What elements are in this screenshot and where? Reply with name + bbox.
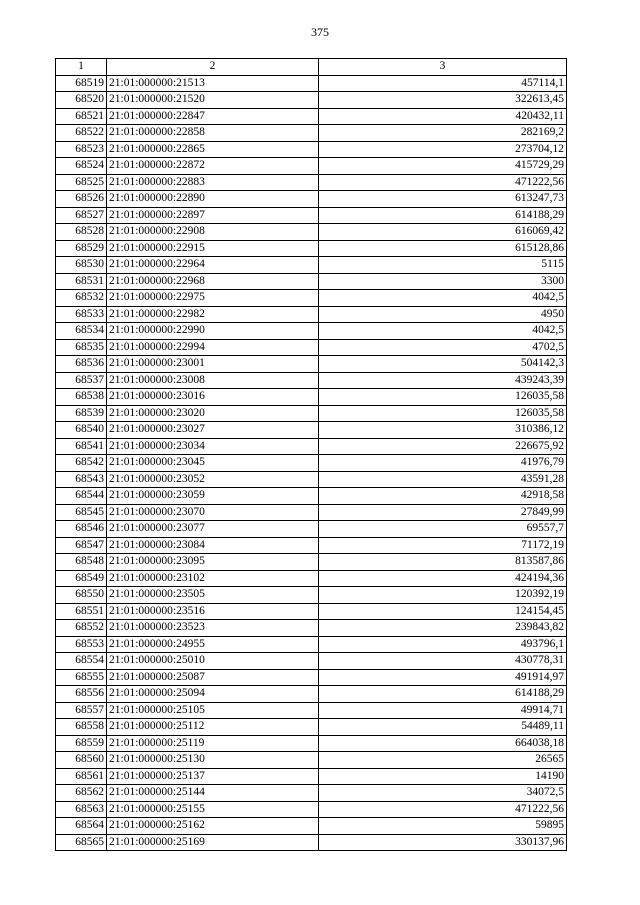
value-cell: 54489,11 [319, 719, 567, 736]
table-row [56, 735, 567, 752]
table-row [56, 603, 567, 620]
value-cell: 42918,58 [319, 488, 567, 505]
table-row [56, 290, 567, 307]
value-cell: 14190 [319, 768, 567, 785]
value-cell: 430778,31 [319, 653, 567, 670]
cadastral-number-cell: 21:01:000000:23001 [107, 356, 319, 373]
value-cell: 43591,28 [319, 471, 567, 488]
row-number-cell: 68537 [56, 372, 107, 389]
row-number-cell: 68565 [56, 834, 107, 851]
cadastral-number-cell: 21:01:000000:22883 [107, 174, 319, 191]
table-row [56, 108, 567, 125]
cadastral-number-cell: 21:01:000000:22865 [107, 141, 319, 158]
table-row [56, 422, 567, 439]
table-row [56, 174, 567, 191]
row-number-cell: 68544 [56, 488, 107, 505]
row-number-cell: 68552 [56, 620, 107, 637]
value-cell: 59895 [319, 818, 567, 835]
table-row [56, 207, 567, 224]
table-row [56, 488, 567, 505]
value-cell: 5115 [319, 257, 567, 274]
row-number-cell: 68562 [56, 785, 107, 802]
table-row [56, 521, 567, 538]
row-number-cell: 68545 [56, 504, 107, 521]
row-number-cell: 68557 [56, 702, 107, 719]
cadastral-number-cell: 21:01:000000:23505 [107, 587, 319, 604]
table-header-row [56, 59, 567, 76]
table-row [56, 686, 567, 703]
table-row [56, 191, 567, 208]
row-number-cell: 68561 [56, 768, 107, 785]
table-row [56, 702, 567, 719]
value-cell: 613247,73 [319, 191, 567, 208]
value-cell: 439243,39 [319, 372, 567, 389]
cadastral-number-cell: 21:01:000000:22847 [107, 108, 319, 125]
value-cell: 4042,5 [319, 290, 567, 307]
value-cell: 4950 [319, 306, 567, 323]
table-row [56, 240, 567, 257]
table-row [56, 257, 567, 274]
row-number-cell: 68563 [56, 801, 107, 818]
row-number-cell: 68551 [56, 603, 107, 620]
value-cell: 616069,42 [319, 224, 567, 241]
value-cell: 239843,82 [319, 620, 567, 637]
cadastral-number-cell: 21:01:000000:23523 [107, 620, 319, 637]
table-row [56, 719, 567, 736]
row-number-cell: 68548 [56, 554, 107, 571]
value-cell: 126035,58 [319, 405, 567, 422]
value-cell: 4042,5 [319, 323, 567, 340]
value-cell: 126035,58 [319, 389, 567, 406]
table-row [56, 339, 567, 356]
value-cell: 34072,5 [319, 785, 567, 802]
cadastral-number-cell: 21:01:000000:23070 [107, 504, 319, 521]
row-number-cell: 68528 [56, 224, 107, 241]
table-row [56, 801, 567, 818]
row-number-cell: 68546 [56, 521, 107, 538]
value-cell: 3300 [319, 273, 567, 290]
table-row [56, 273, 567, 290]
cadastral-number-cell: 21:01:000000:25010 [107, 653, 319, 670]
table-row [56, 92, 567, 109]
cadastral-number-cell: 21:01:000000:23016 [107, 389, 319, 406]
row-number-cell: 68521 [56, 108, 107, 125]
table-row [56, 356, 567, 373]
table-row [56, 554, 567, 571]
value-cell: 614188,29 [319, 686, 567, 703]
row-number-cell: 68531 [56, 273, 107, 290]
cadastral-number-cell: 21:01:000000:22897 [107, 207, 319, 224]
value-cell: 615128,86 [319, 240, 567, 257]
cadastral-number-cell: 21:01:000000:22908 [107, 224, 319, 241]
row-number-cell: 68532 [56, 290, 107, 307]
cadastral-number-cell: 21:01:000000:22990 [107, 323, 319, 340]
row-number-cell: 68550 [56, 587, 107, 604]
table-row [56, 818, 567, 835]
value-cell: 471222,56 [319, 801, 567, 818]
table-row [56, 75, 567, 92]
cadastral-number-cell: 21:01:000000:23045 [107, 455, 319, 472]
table-row [56, 834, 567, 851]
table-row [56, 669, 567, 686]
value-cell: 226675,92 [319, 438, 567, 455]
table-body [56, 75, 567, 851]
cadastral-number-cell: 21:01:000000:25130 [107, 752, 319, 769]
row-number-cell: 68542 [56, 455, 107, 472]
value-cell: 282169,2 [319, 125, 567, 142]
value-cell: 415729,29 [319, 158, 567, 175]
value-cell: 41976,79 [319, 455, 567, 472]
cadastral-number-cell: 21:01:000000:25169 [107, 834, 319, 851]
table-row [56, 768, 567, 785]
table-row [56, 587, 567, 604]
cadastral-number-cell: 21:01:000000:22915 [107, 240, 319, 257]
table-row [56, 306, 567, 323]
value-cell: 424194,36 [319, 570, 567, 587]
data-table [55, 58, 567, 851]
table-row [56, 752, 567, 769]
cadastral-number-cell: 21:01:000000:22890 [107, 191, 319, 208]
cadastral-number-cell: 21:01:000000:25112 [107, 719, 319, 736]
cadastral-number-cell: 21:01:000000:23077 [107, 521, 319, 538]
table-row [56, 389, 567, 406]
row-number-cell: 68533 [56, 306, 107, 323]
row-number-cell: 68555 [56, 669, 107, 686]
value-cell: 614188,29 [319, 207, 567, 224]
cadastral-number-cell: 21:01:000000:25155 [107, 801, 319, 818]
value-cell: 124154,45 [319, 603, 567, 620]
value-cell: 504142,3 [319, 356, 567, 373]
page-number: 375 [311, 25, 329, 39]
cadastral-number-cell: 21:01:000000:23095 [107, 554, 319, 571]
table-row [56, 125, 567, 142]
row-number-cell: 68520 [56, 92, 107, 109]
column-header-2: 2 [107, 59, 319, 76]
table-row [56, 653, 567, 670]
cadastral-number-cell: 21:01:000000:23008 [107, 372, 319, 389]
row-number-cell: 68553 [56, 636, 107, 653]
value-cell: 330137,96 [319, 834, 567, 851]
row-number-cell: 68529 [56, 240, 107, 257]
row-number-cell: 68534 [56, 323, 107, 340]
row-number-cell: 68530 [56, 257, 107, 274]
row-number-cell: 68538 [56, 389, 107, 406]
row-number-cell: 68527 [56, 207, 107, 224]
value-cell: 813587,86 [319, 554, 567, 571]
table-row [56, 405, 567, 422]
table-row [56, 504, 567, 521]
cadastral-number-cell: 21:01:000000:22964 [107, 257, 319, 274]
table-row [56, 785, 567, 802]
value-cell: 273704,12 [319, 141, 567, 158]
cadastral-number-cell: 21:01:000000:24955 [107, 636, 319, 653]
value-cell: 457114,1 [319, 75, 567, 92]
value-cell: 310386,12 [319, 422, 567, 439]
value-cell: 493796,1 [319, 636, 567, 653]
value-cell: 4702,5 [319, 339, 567, 356]
row-number-cell: 68519 [56, 75, 107, 92]
row-number-cell: 68524 [56, 158, 107, 175]
cadastral-number-cell: 21:01:000000:25144 [107, 785, 319, 802]
cadastral-number-cell: 21:01:000000:23102 [107, 570, 319, 587]
row-number-cell: 68559 [56, 735, 107, 752]
table-row [56, 620, 567, 637]
cadastral-number-cell: 21:01:000000:23084 [107, 537, 319, 554]
cadastral-number-cell: 21:01:000000:22975 [107, 290, 319, 307]
cadastral-number-cell: 21:01:000000:23034 [107, 438, 319, 455]
row-number-cell: 68560 [56, 752, 107, 769]
row-number-cell: 68526 [56, 191, 107, 208]
value-cell: 71172,19 [319, 537, 567, 554]
table-row [56, 372, 567, 389]
row-number-cell: 68554 [56, 653, 107, 670]
value-cell: 322613,45 [319, 92, 567, 109]
row-number-cell: 68535 [56, 339, 107, 356]
cadastral-number-cell: 21:01:000000:25119 [107, 735, 319, 752]
table-row [56, 636, 567, 653]
row-number-cell: 68539 [56, 405, 107, 422]
table-row [56, 455, 567, 472]
value-cell: 420432,11 [319, 108, 567, 125]
value-cell: 26565 [319, 752, 567, 769]
cadastral-number-cell: 21:01:000000:25137 [107, 768, 319, 785]
value-cell: 27849,99 [319, 504, 567, 521]
table-row [56, 438, 567, 455]
cadastral-number-cell: 21:01:000000:25094 [107, 686, 319, 703]
row-number-cell: 68525 [56, 174, 107, 191]
row-number-cell: 68540 [56, 422, 107, 439]
cadastral-number-cell: 21:01:000000:23020 [107, 405, 319, 422]
row-number-cell: 68564 [56, 818, 107, 835]
row-number-cell: 68549 [56, 570, 107, 587]
table-row [56, 224, 567, 241]
cadastral-number-cell: 21:01:000000:22994 [107, 339, 319, 356]
value-cell: 491914,97 [319, 669, 567, 686]
table-row [56, 158, 567, 175]
row-number-cell: 68541 [56, 438, 107, 455]
table-row [56, 471, 567, 488]
cadastral-number-cell: 21:01:000000:25087 [107, 669, 319, 686]
cadastral-number-cell: 21:01:000000:23516 [107, 603, 319, 620]
cadastral-number-cell: 21:01:000000:22968 [107, 273, 319, 290]
cadastral-number-cell: 21:01:000000:22872 [107, 158, 319, 175]
row-number-cell: 68547 [56, 537, 107, 554]
value-cell: 120392,19 [319, 587, 567, 604]
value-cell: 471222,56 [319, 174, 567, 191]
cadastral-number-cell: 21:01:000000:25105 [107, 702, 319, 719]
row-number-cell: 68543 [56, 471, 107, 488]
cadastral-number-cell: 21:01:000000:21520 [107, 92, 319, 109]
cadastral-number-cell: 21:01:000000:23059 [107, 488, 319, 505]
value-cell: 49914,71 [319, 702, 567, 719]
cadastral-number-cell: 21:01:000000:22982 [107, 306, 319, 323]
row-number-cell: 68556 [56, 686, 107, 703]
row-number-cell: 68522 [56, 125, 107, 142]
column-header-3: 3 [319, 59, 567, 76]
column-header-1: 1 [56, 59, 107, 76]
cadastral-number-cell: 21:01:000000:23052 [107, 471, 319, 488]
table-row [56, 141, 567, 158]
row-number-cell: 68558 [56, 719, 107, 736]
value-cell: 664038,18 [319, 735, 567, 752]
table-row [56, 537, 567, 554]
row-number-cell: 68536 [56, 356, 107, 373]
table-row [56, 323, 567, 340]
cadastral-number-cell: 21:01:000000:23027 [107, 422, 319, 439]
cadastral-number-cell: 21:01:000000:25162 [107, 818, 319, 835]
cadastral-number-cell: 21:01:000000:22858 [107, 125, 319, 142]
row-number-cell: 68523 [56, 141, 107, 158]
value-cell: 69557,7 [319, 521, 567, 538]
table-row [56, 570, 567, 587]
cadastral-number-cell: 21:01:000000:21513 [107, 75, 319, 92]
